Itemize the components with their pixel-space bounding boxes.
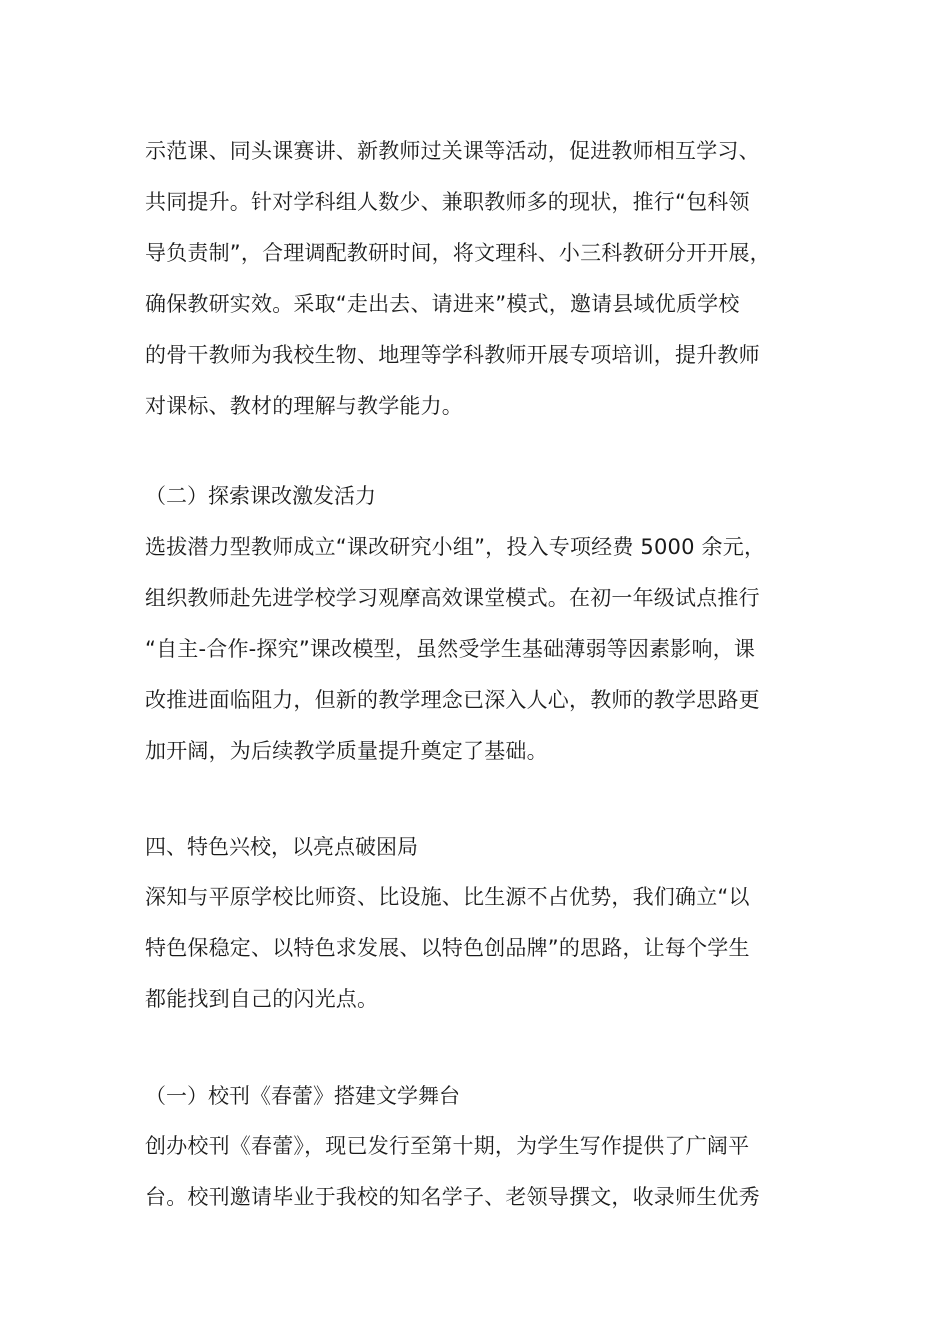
text-line: 选拔潜力型教师成立“课改研究小组”，投入专项经费 5000 余元，	[145, 535, 766, 559]
paragraph-curriculum-reform	[145, 522, 835, 777]
text-line: 都能找到自己的闪光点。	[145, 987, 379, 1011]
text-line: 确保教研实效。采取“走出去、请进来”模式，邀请县域优质学校	[145, 292, 740, 316]
section-heading-special-features	[145, 822, 835, 873]
text-line: 特色保稳定、以特色求发展、以特色创品牌”的思路，让每个学生	[145, 936, 750, 960]
text-line: 示范课、同头课赛讲、新教师过关课等活动，促进教师相互学习、	[145, 139, 760, 163]
text-line: 深知与平原学校比师资、比设施、比生源不占优势，我们确立“以	[145, 885, 750, 909]
text-line: 改推进面临阻力，但新的教学理念已深入人心，教师的教学思路更	[145, 688, 760, 712]
text-line: “自主-合作-探究”课改模型，虽然受学生基础薄弱等因素影响，课	[145, 637, 756, 661]
paragraph-school-magazine	[145, 1121, 835, 1223]
text-line: 台。校刊邀请毕业于我校的知名学子、老领导撰文，收录师生优秀	[145, 1185, 760, 1209]
text-line: 导负责制”，合理调配教研时间，将文理科、小三科教研分开开展，	[145, 241, 771, 265]
section-heading-school-magazine	[145, 1071, 835, 1122]
section-heading: （一）校刊《春蕾》搭建文学舞台	[145, 1084, 460, 1108]
paragraph-special-features	[145, 872, 835, 1025]
section-heading-curriculum-reform	[145, 471, 835, 522]
text-line: 对课标、教材的理解与教学能力。	[145, 394, 463, 418]
text-line: 加开阔，为后续教学质量提升奠定了基础。	[145, 739, 548, 763]
text-line: 的骨干教师为我校生物、地理等学科教师开展专项培训，提升教师	[145, 343, 760, 367]
text-line: 组织教师赴先进学校学习观摩高效课堂模式。在初一年级试点推行	[145, 586, 760, 610]
text-line: 创办校刊《春蕾》，现已发行至第十期，为学生写作提供了广阔平	[145, 1134, 750, 1158]
text-line: 共同提升。针对学科组人数少、兼职教师多的现状，推行“包科领	[145, 190, 750, 214]
paragraph-teaching-research	[145, 126, 835, 432]
section-heading: 四、特色兴校，以亮点破困局	[145, 835, 418, 859]
section-heading: （二）探索课改激发活力	[145, 484, 376, 508]
